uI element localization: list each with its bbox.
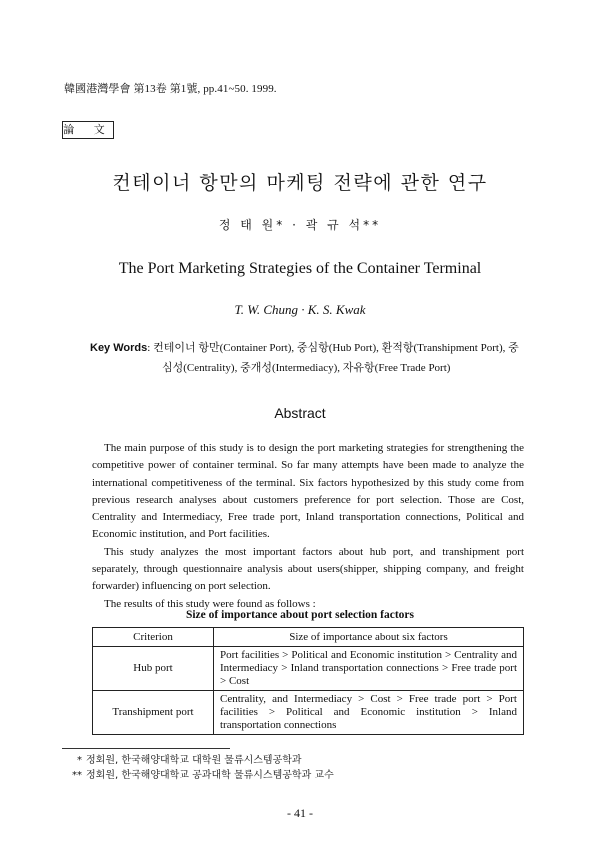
title-korean: 컨테이너 항만의 마케팅 전략에 관한 연구 [112, 172, 488, 194]
footnote-mark: * [77, 755, 82, 766]
page-number: - 41 - [287, 806, 313, 820]
abstract-paragraph-2: This study analyzes the most important factors about hub port, and transhipment port separately, through questionnaire analysis about users(shipper, shipping company, and freight forwarder) influencing on port selection. [92, 545, 524, 593]
port-factors-table [92, 627, 524, 735]
keywords-block [90, 338, 530, 378]
abstract-heading: Abstract [274, 405, 326, 421]
abstract-body [92, 440, 524, 613]
footnote-text: 정회원, 한국해양대학교 대학원 물류시스템공학과 [86, 755, 302, 766]
title-english: The Port Marketing Strategies of the Container Terminal [118, 260, 482, 277]
abstract-paragraph-1: The main purpose of this study is to design the port marketing strategies for strengthening the competitive power of container terminal. So far many attempts have been made to analyze the international competitiveness of the terminal. Six factors hypothesized by this study come from previous research analyses about customers preference for port selection. Those are Cost, Centrality and Intermediacy, Free trade port, Inland transportation connections, Political and Economic institution, and Port facilities. [92, 442, 524, 541]
keywords-line-2: 심성(Centrality), 중개성(Intermediacy), 자유항(Free Trade Port) [162, 362, 451, 374]
footnotes [60, 753, 334, 783]
footnote-mark: ** [72, 770, 82, 781]
keywords-label: Key Words [90, 342, 148, 354]
footnote [60, 753, 334, 768]
table-header-factors: Size of importance about six factors [214, 628, 524, 647]
table-cell-factors: Centrality, and Intermediacy > Cost > Free trade port > Port facilities > Political and Economic institution > Inland transportation connections [214, 691, 524, 735]
table-row [93, 647, 524, 691]
table-row [93, 691, 524, 735]
journal-citation: 韓國港灣學會 第13卷 第1號, pp.41~50. 1999. [64, 83, 277, 95]
table-cell-criterion: Transhipment port [93, 691, 214, 735]
abstract-paragraph-3: The results of this study were found as follows : [104, 597, 316, 610]
authors-english: T. W. Chung · K. S. Kwak [234, 302, 366, 317]
paper-type-label: 論 文 [62, 121, 114, 139]
authors-korean: 정 태 원* · 곽 규 석** [218, 218, 382, 232]
table-caption: Size of importance about port selection factors [185, 609, 415, 621]
table-cell-criterion: Hub port [93, 647, 214, 691]
footnote-text: 정회원, 한국해양대학교 공과대학 물류시스템공학과 교수 [86, 770, 334, 781]
keywords-line-1: : 컨테이너 항만(Container Port), 중심항(Hub Port), 환적항(Transhipment Port), 중 [147, 342, 519, 354]
table-header-row [93, 628, 524, 647]
table-header-criterion: Criterion [93, 628, 214, 647]
footnote-divider [62, 748, 230, 749]
footnote [60, 768, 334, 783]
table-cell-factors: Port facilities > Political and Economic institution > Centrality and Intermediacy > Inland transportation connections > Free trade port > Cost [214, 647, 524, 691]
